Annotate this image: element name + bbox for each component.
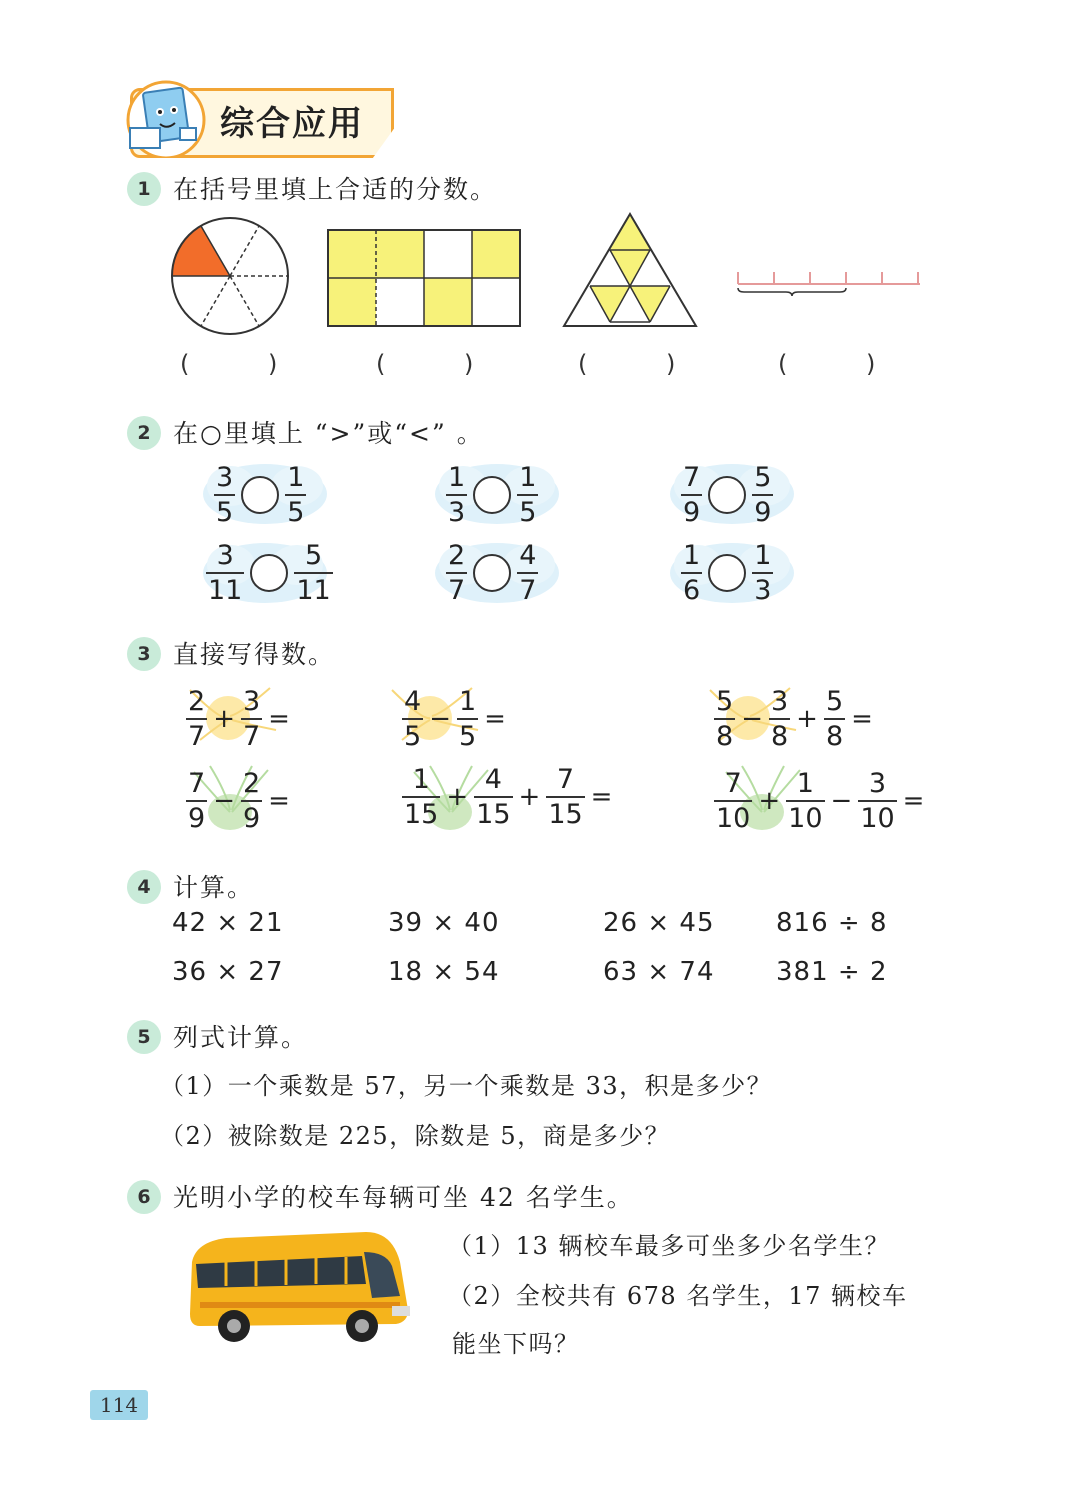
equals-sign: = [484,704,506,734]
question-2-title: 在○里填上 “>”或“<” 。 [173,419,484,448]
fraction: $\frac{3}{5}$ [216,462,234,528]
book-mascot-icon [120,78,220,158]
calc-item: 39 × 40 [388,908,500,938]
compare-item [446,464,538,526]
fraction: $\frac{2}{9}$ [242,768,261,834]
compare-item [681,542,773,604]
blank-left-paren: ( [180,350,190,378]
blank-left-paren: ( [376,350,386,378]
equals-sign: = [902,786,925,816]
compare-item [214,464,306,526]
fraction: $\frac{5}{8}$ [825,686,844,752]
sub-question: （1）13 辆校车最多可坐多少名学生？ [448,1232,890,1260]
fraction: $\frac{1}{3}$ [448,462,466,528]
operator: + [758,786,781,816]
fraction: $\frac{7}{9}$ [188,768,206,834]
fraction: $\frac{1}{10}$ [788,768,823,834]
expression [714,688,879,750]
sub-question-continued: 能坐下吗？ [452,1330,580,1358]
compare-circle-blank[interactable] [241,476,279,514]
circle-sixths-figure [168,214,292,338]
blank-left-paren: ( [778,350,788,378]
sub-question: （2）全校共有 678 名学生，17 辆校车 [448,1282,908,1310]
operator: − [213,786,235,816]
fraction: $\frac{5}{8}$ [716,686,734,752]
fraction: $\frac{2}{7}$ [188,686,206,752]
page-number: 114 [90,1390,148,1420]
compare-circle-blank[interactable] [473,476,511,514]
fraction: $\frac{1}{5}$ [519,462,537,528]
blank-left-paren: ( [578,350,588,378]
question-number-5: 5 [127,1020,161,1054]
expression [186,770,296,832]
fraction: $\frac{4}{5}$ [404,686,422,752]
section-title: 综合应用 [220,104,364,144]
fraction: $\frac{1}{6}$ [683,540,701,606]
fraction: $\frac{5}{11}$ [296,540,331,606]
compare-circle-blank[interactable] [473,554,511,592]
question-number-1: 1 [127,172,161,206]
fraction: $\frac{7}{9}$ [683,462,701,528]
fraction: $\frac{3}{8}$ [770,686,789,752]
blank-right-paren: ) [666,350,676,378]
operator: + [518,782,541,812]
fraction: $\frac{2}{7}$ [448,540,466,606]
expression [402,766,618,828]
calc-item: 36 × 27 [172,957,284,987]
compare-item [446,542,538,604]
school-bus-image [186,1222,416,1348]
sub-question: （2）被除数是 225，除数是 5，商是多少？ [160,1122,671,1150]
expression [186,688,296,750]
calc-item: 63 × 74 [603,957,715,987]
equals-sign: = [268,786,290,816]
compare-item [206,542,333,604]
expression [714,770,930,832]
operator: − [429,704,451,734]
fraction: $\frac{5}{9}$ [754,462,772,528]
operator: − [741,704,763,734]
question-3-title: 直接写得数。 [173,640,336,669]
operator: + [446,782,469,812]
equals-sign: = [590,782,613,812]
question-4-title: 计算。 [173,873,255,902]
calc-item: 381 ÷ 2 [776,957,888,987]
question-number-3: 3 [127,637,161,671]
segment-line-figure [734,266,924,298]
question-5-title: 列式计算。 [173,1023,309,1052]
fraction: $\frac{7}{15}$ [548,764,583,830]
calc-item: 42 × 21 [172,908,284,938]
question-number-6: 6 [127,1180,161,1214]
fraction: $\frac{7}{10}$ [716,768,751,834]
fraction: $\frac{1}{3}$ [754,540,772,606]
fraction: $\frac{1}{5}$ [458,686,477,752]
fraction: $\frac{4}{7}$ [519,540,537,606]
fraction: $\frac{1}{5}$ [287,462,305,528]
compare-circle-blank[interactable] [250,554,288,592]
fraction: $\frac{4}{15}$ [476,764,511,830]
blank-right-paren: ) [866,350,876,378]
question-1-title: 在括号里填上合适的分数。 [173,175,498,204]
compare-circle-blank[interactable] [708,476,746,514]
question-number-2: 2 [127,416,161,450]
question-number-4: 4 [127,870,161,904]
calc-item: 18 × 54 [388,957,500,987]
operator: − [830,786,853,816]
question-6-title: 光明小学的校车每辆可坐 42 名学生。 [173,1183,634,1212]
fraction: $\frac{3}{7}$ [242,686,261,752]
fraction: $\frac{3}{10}$ [860,768,895,834]
rectangle-grid-figure [326,228,524,330]
calc-item: 816 ÷ 8 [776,908,888,938]
operator: + [796,704,818,734]
fraction: $\frac{3}{11}$ [208,540,243,606]
fraction: $\frac{1}{15}$ [404,764,439,830]
calc-item: 26 × 45 [603,908,715,938]
triangle-figure [562,212,698,330]
compare-circle-blank[interactable] [708,554,746,592]
sub-question: （1）一个乘数是 57，另一个乘数是 33，积是多少？ [160,1072,773,1100]
compare-item [681,464,773,526]
equals-sign: = [268,704,290,734]
blank-right-paren: ) [268,350,278,378]
equals-sign: = [851,704,873,734]
expression [402,688,512,750]
blank-right-paren: ) [464,350,474,378]
operator: + [213,704,235,734]
